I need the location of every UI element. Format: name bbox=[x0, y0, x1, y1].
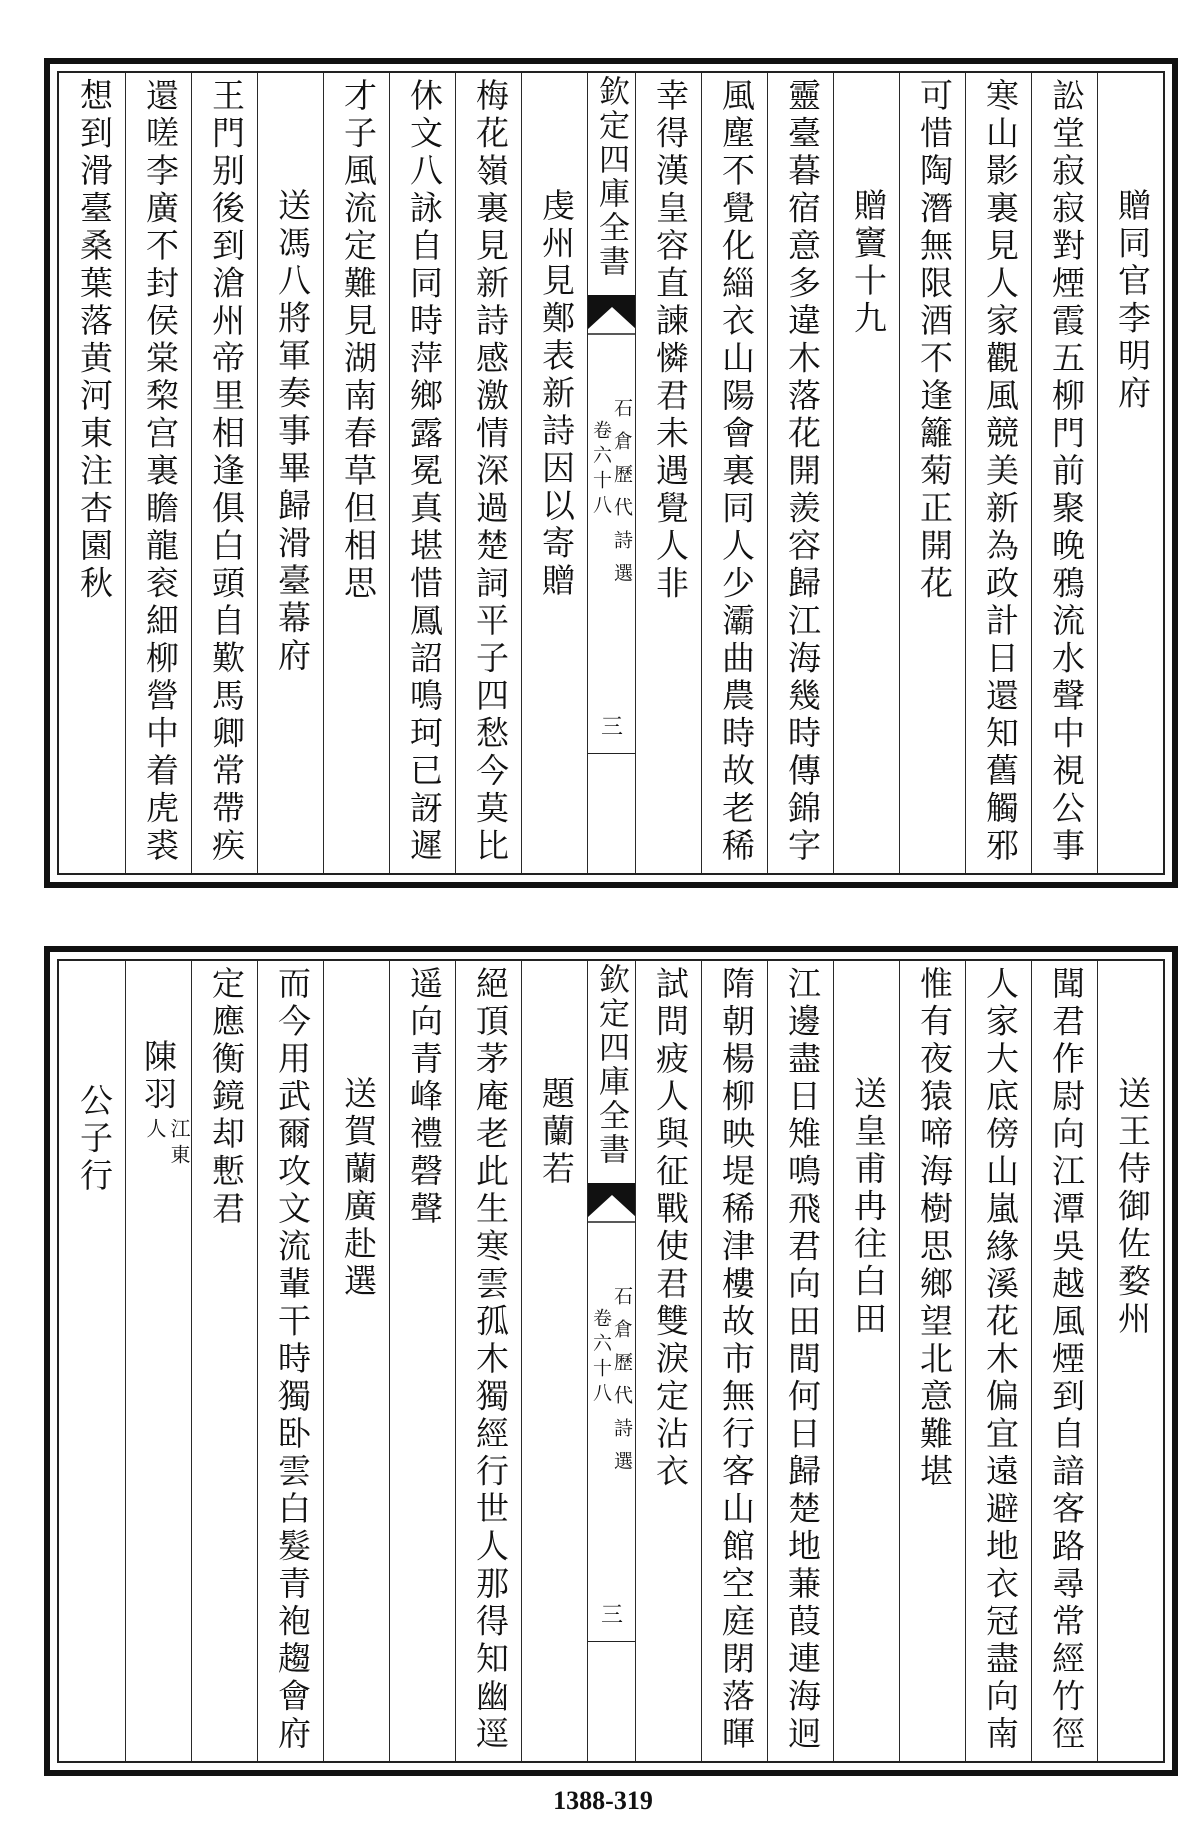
verse-column bbox=[455, 961, 521, 1761]
poem-title-text: 送皇甫冉往白田 bbox=[849, 1076, 888, 1339]
book-title: 欽定四庫全書 bbox=[593, 963, 629, 1167]
poem-title-text: 題蘭若 bbox=[537, 1076, 576, 1189]
margin-rule bbox=[588, 1641, 635, 1642]
verse-column bbox=[701, 961, 767, 1761]
verse-text: 試問疲人與征戰使君雙淚定沾衣 bbox=[651, 966, 690, 1491]
poem-title-text: 公子行 bbox=[75, 1083, 114, 1196]
verse-text: 隋朝楊柳映堤稀津樓故市無行客山館空庭閉落暉 bbox=[717, 966, 756, 1754]
verse-text: 還嗟李廣不封侯棠棃宫裏瞻龍衮細柳營中着虎裘 bbox=[141, 78, 180, 866]
leaf-number: 三 bbox=[600, 715, 623, 740]
poem-title bbox=[833, 961, 899, 1761]
verse-column bbox=[767, 961, 833, 1761]
verse-text: 聞君作尉向江潭吳越風煙到自諳客路尋常經竹徑 bbox=[1047, 966, 1086, 1754]
author-note-line: 江東 bbox=[167, 1118, 191, 1170]
verse-column bbox=[965, 961, 1031, 1761]
verse-text: 江邊盡日雉鳴飛君向田間何日歸楚地蒹葭連海迥 bbox=[783, 966, 822, 1754]
poem-title bbox=[59, 961, 125, 1761]
verse-text: 絕頂茅庵老此生寒雲孤木獨經行世人那得知幽逕 bbox=[471, 966, 510, 1754]
poem-title-text: 送賀蘭廣赴選 bbox=[339, 1076, 378, 1301]
volume-number: 卷六十八 bbox=[590, 420, 612, 520]
verse-text: 王門别後到滄州帝里相逢俱白頭自歎馬卿常帶疾 bbox=[207, 78, 246, 866]
reprint-page-number: 1388-319 bbox=[553, 1786, 653, 1815]
verse-column bbox=[389, 961, 455, 1761]
poem-title bbox=[257, 73, 323, 873]
poem-title bbox=[521, 73, 587, 873]
verse-text: 人家大底傍山嵐緣溪花木偏宜遠避地衣冠盡向南 bbox=[981, 966, 1020, 1754]
poem-title bbox=[1097, 73, 1163, 873]
leaf-number: 三 bbox=[600, 1603, 623, 1628]
poem-title-text: 贈同官李明府 bbox=[1113, 188, 1152, 413]
verse-column bbox=[455, 73, 521, 873]
poem-title-text: 送馮八將軍奏事畢歸滑臺幕府 bbox=[273, 188, 312, 676]
margin-rule bbox=[588, 753, 635, 754]
volume-number: 卷六十八 bbox=[590, 1308, 612, 1408]
collection-title: 石倉歷代詩選 bbox=[611, 398, 633, 596]
poem-title bbox=[323, 961, 389, 1761]
verse-text: 遥向青峰禮磬聲 bbox=[405, 966, 444, 1229]
page-bottom-text-block bbox=[57, 959, 1165, 1763]
author-note-line: 人 bbox=[143, 1118, 167, 1144]
book-title: 欽定四庫全書 bbox=[593, 75, 629, 279]
verse-text: 而今用武爾攻文流輩干時獨卧雲白髮青袍趨會府 bbox=[273, 966, 312, 1754]
verse-text: 定應衡鏡却慙君 bbox=[207, 966, 246, 1229]
verse-text: 休文八詠自同時萍鄉露冕真堪惜鳳詔鳴珂已訝遲 bbox=[405, 78, 444, 866]
verse-text: 惟有夜猿啼海樹思鄉望北意難堪 bbox=[915, 966, 954, 1491]
poem-title-text: 虔州見鄭表新詩因以寄贈 bbox=[537, 188, 576, 601]
page-top-text-block bbox=[57, 71, 1165, 875]
verse-text: 靈臺暮宿意多違木落花開羨容歸江海幾時傳錦字 bbox=[783, 78, 822, 866]
verse-text: 寒山影裏見人家觀風競美新為政計日還知舊觸邪 bbox=[981, 78, 1020, 866]
verse-column bbox=[125, 73, 191, 873]
author-column bbox=[125, 961, 191, 1761]
author-note bbox=[143, 1118, 191, 1170]
verse-text: 梅花嶺裏見新詩感激情深過楚詞平子四愁今莫比 bbox=[471, 78, 510, 866]
poem-title bbox=[521, 961, 587, 1761]
verse-column bbox=[191, 73, 257, 873]
margin-notes bbox=[590, 398, 632, 596]
verse-column bbox=[701, 73, 767, 873]
page-top bbox=[44, 58, 1178, 888]
verse-column bbox=[1031, 73, 1097, 873]
page-bottom bbox=[44, 946, 1178, 1776]
fish-tail-mark-icon bbox=[588, 1183, 635, 1223]
center-margin-column bbox=[587, 961, 635, 1761]
margin-notes bbox=[590, 1286, 632, 1484]
poem-title-text: 送王侍御佐婺州 bbox=[1113, 1076, 1152, 1339]
author-name: 陳羽 bbox=[139, 1039, 178, 1114]
verse-text: 才子風流定難見湖南春草但相思 bbox=[339, 78, 378, 603]
verse-column bbox=[635, 73, 701, 873]
verse-column bbox=[899, 73, 965, 873]
verse-text: 訟堂寂寂對煙霞五柳門前聚晚鴉流水聲中視公事 bbox=[1047, 78, 1086, 866]
verse-column bbox=[767, 73, 833, 873]
verse-column bbox=[899, 961, 965, 1761]
poem-title bbox=[833, 73, 899, 873]
verse-text: 幸得漢皇容直諫憐君未遇覺人非 bbox=[651, 78, 690, 603]
verse-text: 可惜陶潛無限酒不逢籬菊正開花 bbox=[915, 78, 954, 603]
verse-column bbox=[635, 961, 701, 1761]
verse-text: 風塵不覺化緇衣山陽會裏同人少灞曲農時故老稀 bbox=[717, 78, 756, 866]
fish-tail-mark-icon bbox=[588, 295, 635, 335]
poem-title bbox=[1097, 961, 1163, 1761]
verse-column bbox=[389, 73, 455, 873]
verse-column bbox=[59, 73, 125, 873]
verse-column bbox=[257, 961, 323, 1761]
verse-column bbox=[1031, 961, 1097, 1761]
poem-title-text: 贈竇十九 bbox=[849, 188, 888, 338]
verse-column bbox=[965, 73, 1031, 873]
center-margin-column bbox=[587, 73, 635, 873]
verse-text: 想到滑臺桑葉落黄河東注杏園秋 bbox=[75, 78, 114, 603]
verse-column bbox=[323, 73, 389, 873]
collection-title: 石倉歷代詩選 bbox=[611, 1286, 633, 1484]
verse-column bbox=[191, 961, 257, 1761]
